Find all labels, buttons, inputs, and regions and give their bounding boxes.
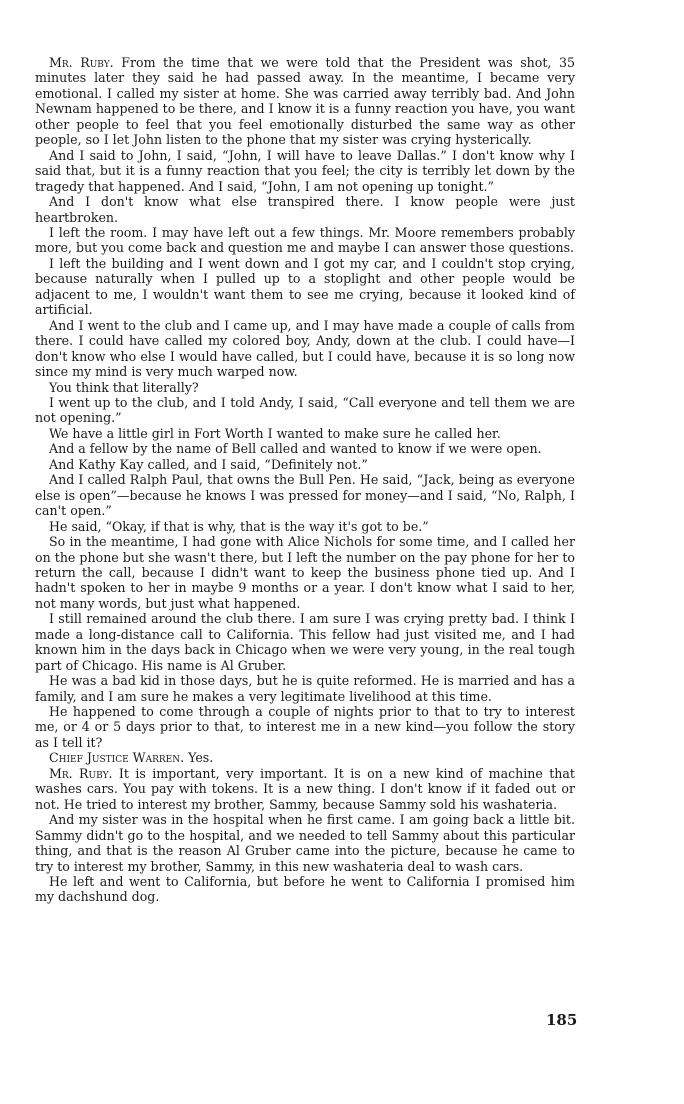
paragraph-text: From the time that we were told that the President was shot, 35 minutes later they said he had passed away. In the meantime, I became very emotional. I called my sister at home. She was carried away terribly bad. And John Newnam happened to be there, and I know it is a funny reaction you have, you want other people to feel that you feel emotionally disturbed the same way as other people, so I let John listen to the phone that my sister was crying hysterically.	[35, 55, 575, 148]
paragraph-text: So in the meantime, I had gone with Alice Nichols for some time, and I called her on the phone but she wasn't there, but I left the number on the pay phone for her to return the call, because I didn't want to keep the business phone tied up. And I hadn't spoken to her in maybe 9 months or a year. I don't know what I said to her, not many words, but just what happened.	[35, 534, 575, 611]
paragraph-text: And I said to John, I said, “John, I will have to leave Dallas.” I don't know why I said that, but it is a funny reaction that you feel; the city is terribly let down by the tragedy that happened. And I said, “John, I am not opening up tonight.”	[35, 147, 575, 194]
paragraph	[35, 256, 575, 318]
paragraph-text: I left the room. I may have left out a few things. Mr. Moore remembers probably more, but you come back and question me and maybe I can answer those questions.	[35, 224, 575, 256]
paragraph	[35, 318, 575, 380]
paragraph	[35, 148, 575, 194]
paragraph	[35, 225, 575, 256]
paragraph-text: He said, “Okay, if that is why, that is the way it's got to be.”	[49, 518, 429, 534]
paragraph-text: You think that literally?	[49, 379, 199, 395]
paragraph	[35, 766, 575, 812]
paragraph	[35, 534, 575, 611]
paragraph	[35, 673, 575, 704]
paragraph	[35, 380, 575, 395]
paragraph-text: Yes.	[184, 750, 214, 766]
paragraph-text: I went up to the club, and I told Andy, I said, “Call everyone and tell them we are not opening.”	[35, 394, 575, 426]
paragraph-text: And a fellow by the name of Bell called and wanted to know if we were open.	[49, 441, 542, 457]
paragraph-text: I still remained around the club there. I am sure I was crying pretty bad. I think I made a long-distance call to California. This fellow had just visited me, and I had known him in the days back in Chicago when we were very young, in the real tough part of Chicago. His name is Al Gruber.	[35, 611, 575, 673]
page-number: 185	[546, 1011, 578, 1029]
paragraph	[35, 519, 575, 534]
speaker-name: Chief Justice Warren.	[49, 750, 185, 766]
paragraph-text: And I went to the club and I came up, and I may have made a couple of calls from there. I could have called my colored boy, Andy, down at the club. I could have—I don't know who else I would have called, but I could have, because it is so long now since my mind is very much warped now.	[35, 317, 575, 380]
paragraph-text: He left and went to California, but before he went to California I promised him my dachshund dog.	[35, 874, 575, 905]
paragraph	[35, 426, 575, 441]
paragraph-text: He was a bad kid in those days, but he is quite reformed. He is married and has a family, and I am sure he makes a very legitimate livelihood at this time.	[35, 673, 575, 704]
paragraph	[35, 395, 575, 426]
paragraph-text: He happened to come through a couple of nights prior to that to try to interest me, or 4 or 5 days prior to that, to interest me in a new kind—you follow the story as I tell it?	[35, 704, 575, 750]
paragraph	[35, 55, 575, 148]
paragraph	[35, 812, 575, 874]
paragraph	[35, 874, 575, 905]
paragraph-text: It is important, very important. It is on a new kind of machine that washes cars. You pay with tokens. It is a new thing. I don't know if it faded out or not. He tried to interest my brother, Sammy, because Sammy sold his washateria.	[35, 765, 575, 812]
paragraph	[35, 441, 575, 456]
paragraph-text: We have a little girl in Fort Worth I wanted to make sure he called her.	[49, 425, 501, 441]
paragraph-text: And Kathy Kay called, and I said, “Definitely not.”	[49, 456, 368, 472]
paragraph	[35, 194, 575, 225]
paragraph	[35, 750, 575, 765]
speaker-name: Mr. Ruby.	[49, 765, 113, 781]
paragraph	[35, 457, 575, 472]
testimony-text	[35, 55, 575, 905]
paragraph-text: And I don't know what else transpired there. I know people were just heartbroken.	[35, 194, 575, 225]
paragraph	[35, 704, 575, 750]
paragraph-text: I left the building and I went down and I got my car, and I couldn't stop crying, because naturally when I pulled up to a stoplight and other people would be adjacent to me, I wouldn't want them to see me crying, because it looked kind of artificial.	[35, 255, 575, 318]
speaker-name: Mr. Ruby.	[49, 55, 114, 70]
paragraph-text: And I called Ralph Paul, that owns the Bull Pen. He said, “Jack, being as everyone else is open”—because he knows I was pressed for money—and I said, “No, Ralph, I can't open.”	[35, 472, 575, 519]
paragraph	[35, 472, 575, 518]
paragraph-text: And my sister was in the hospital when he first came. I am going back a little bit. Sammy didn't go to the hospital, and we needed to tell Sammy about this particular thing, and that is the reason Al Gruber came into the picture, because he came to try to interest my brother, Sammy, in this new washateria deal to wash cars.	[35, 812, 575, 874]
paragraph	[35, 611, 575, 673]
